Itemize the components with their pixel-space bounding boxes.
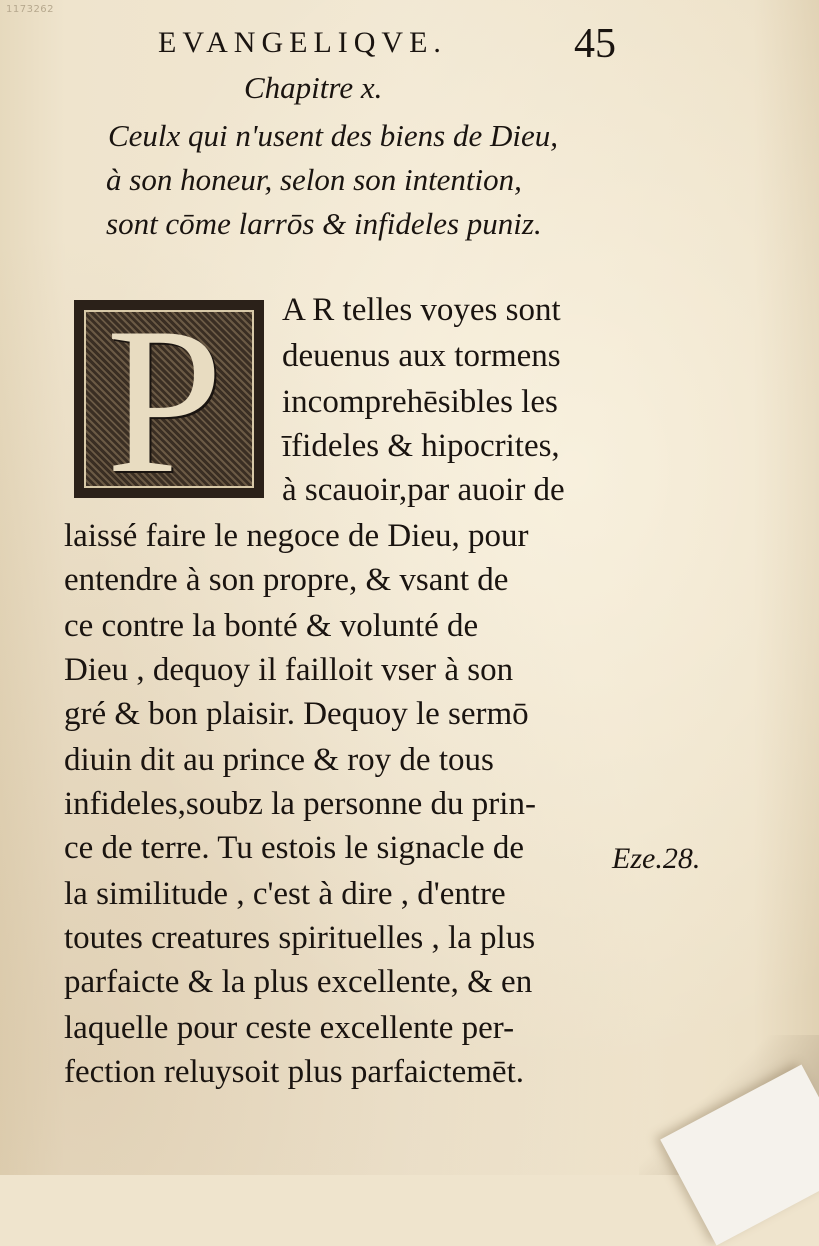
body-line-18: fection reluysoit plus parfaictemēt.: [64, 1054, 525, 1090]
summary-line-2: à son honeur, selon son intention,: [106, 162, 522, 197]
body-line-7: entendre à son propre, & vsant de: [64, 562, 509, 598]
body-line-11: diuin dit au prince & roy de tous: [64, 742, 494, 778]
body-line-9: Dieu , dequoy il failloit vser à son: [64, 652, 514, 688]
body-line-6: laissé faire le negoce de Dieu, pour: [64, 518, 529, 554]
body-line-13: ce de terre. Tu estois le signacle de: [64, 830, 525, 866]
body-line-17: laquelle pour ceste excellente per-: [64, 1010, 515, 1046]
marginal-note: Eze.28.: [612, 842, 701, 875]
summary-line-1: Ceulx qui n'usent des biens de Dieu,: [108, 118, 559, 153]
initial-ornament: [84, 310, 254, 488]
body-line-14: la similitude , c'est à dire , d'entre: [64, 876, 506, 912]
body-line-4: īfideles & hipocrites,: [282, 428, 560, 464]
library-id: 1173262: [6, 4, 55, 15]
body-line-5: à scauoir,par auoir de: [282, 472, 565, 508]
body-line-10: gré & bon plaisir. Dequoy le sermō: [64, 696, 529, 732]
body-line-12: infideles,soubz la personne du prin-: [64, 786, 536, 822]
running-head: EVANGELIQVE.: [158, 26, 447, 59]
body-line-2: deuenus aux tormens: [282, 338, 561, 374]
body-line-3: incomprehēsibles les: [282, 384, 558, 420]
body-line-16: parfaicte & la plus excellente, & en: [64, 964, 533, 1000]
summary-line-3: sont cōme larrōs & infideles puniz.: [106, 206, 542, 241]
page-number: 45: [574, 21, 616, 67]
body-line-8: ce contre la bonté & volunté de: [64, 608, 479, 644]
body-line-1: A R telles voyes sont: [282, 292, 561, 328]
decorated-initial: [74, 300, 264, 498]
body-line-15: toutes creatures spirituelles , la plus: [64, 920, 536, 956]
chapter-title: Chapitre x.: [244, 70, 383, 105]
initial-letter: P: [106, 310, 223, 488]
